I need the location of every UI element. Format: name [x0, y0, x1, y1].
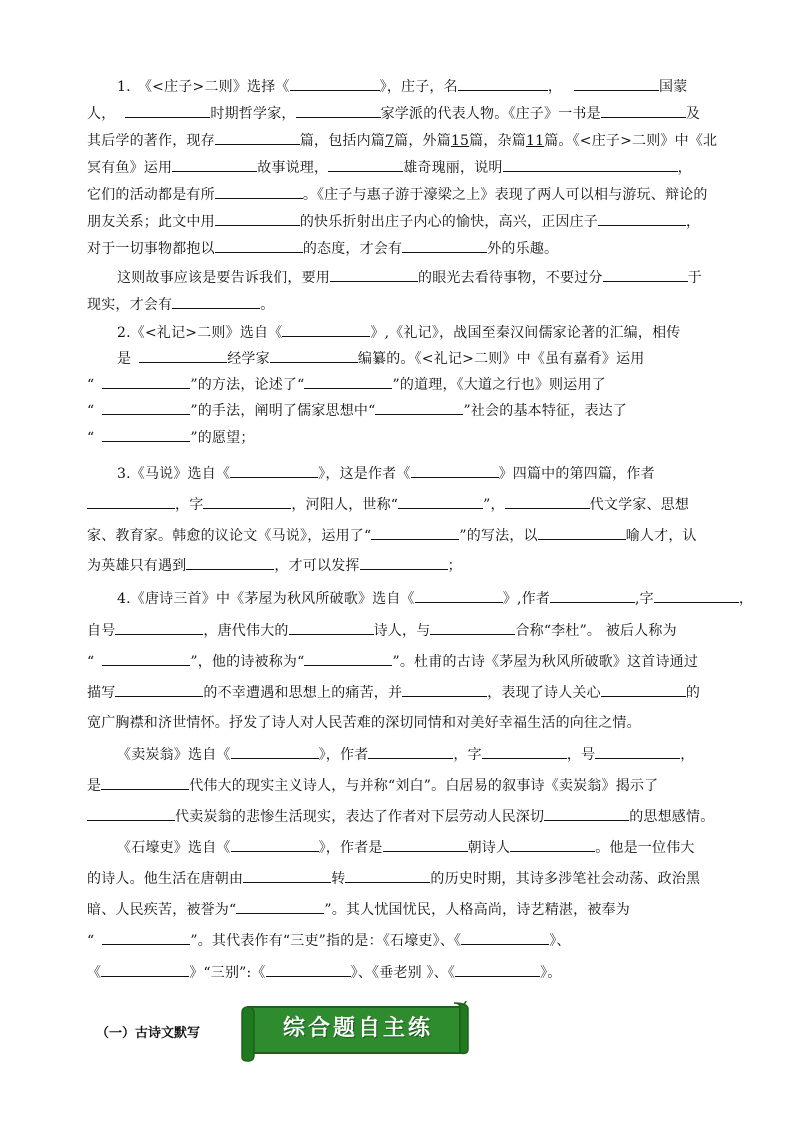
- blank[interactable]: [231, 743, 319, 759]
- blank[interactable]: [102, 373, 190, 389]
- q6-text: 的诗人。他生活在唐朝由: [87, 871, 244, 887]
- blank[interactable]: [595, 743, 680, 759]
- q1-line-3: [87, 129, 718, 153]
- q6-text: 》、: [549, 933, 571, 949]
- blank[interactable]: [510, 836, 595, 852]
- blank[interactable]: [102, 929, 190, 945]
- misc-count: 11: [525, 133, 545, 149]
- blank[interactable]: [289, 619, 374, 635]
- q4-text: ”。杜甫的古诗《茅屋为秋风所破歌》这首诗通过: [392, 654, 699, 670]
- blank[interactable]: [544, 805, 629, 821]
- q2-line-4: [87, 399, 709, 423]
- blank[interactable]: [270, 347, 358, 363]
- q4-text: ”，他的诗被称为“: [190, 654, 305, 670]
- q2-line-5: [87, 426, 709, 450]
- q2-text: 2.《<礼记>二则》选自《: [117, 325, 283, 341]
- blank[interactable]: [411, 462, 499, 478]
- q1-text: 外的乐趣。: [487, 241, 559, 257]
- q4-text: “: [87, 654, 95, 670]
- blank[interactable]: [402, 681, 487, 697]
- blank[interactable]: [383, 836, 468, 852]
- q1-text: 及: [685, 106, 701, 122]
- q3-text: ”的写法，以: [459, 528, 538, 544]
- blank[interactable]: [550, 587, 635, 603]
- q5-text: 代卖炭翁的悲惨生活现实，表达了作者对下层劳动人民深切: [175, 809, 545, 825]
- q5-text: 代伟大的现实主义诗人，与并称“刘白”。白居易的叙事诗《卖炭翁》揭示了: [189, 778, 659, 794]
- q3-line-2: [87, 493, 709, 517]
- blank[interactable]: [236, 898, 324, 914]
- q2-text: “: [87, 403, 95, 419]
- q5-text: 的思想感情。: [629, 809, 715, 825]
- blank[interactable]: [102, 650, 190, 666]
- q4-text: 的不幸遭遇和思想上的痛苦，并: [203, 685, 403, 701]
- q6-text: 转: [331, 871, 346, 887]
- q1-line-1: [117, 75, 709, 99]
- blank[interactable]: [266, 961, 351, 977]
- blank[interactable]: [215, 237, 303, 253]
- q4-text: ,字: [635, 591, 654, 607]
- q1-line-7: [87, 237, 709, 261]
- q5-line-3: [87, 805, 715, 829]
- blank[interactable]: [375, 399, 463, 415]
- q3-text: ”，: [483, 497, 505, 513]
- q3-text: 家、教育家。韩愈的议论文《马说》，运用了“: [87, 528, 372, 544]
- q1-text: 的态度，才会有: [302, 241, 403, 257]
- q1-text: 它们的活动都是有所: [87, 187, 215, 203]
- q3-text: 喻人才，认: [625, 528, 697, 544]
- q3-text: ，河阳人，世称“: [291, 497, 399, 513]
- blank[interactable]: [215, 129, 300, 145]
- q1-line-9: [87, 293, 709, 317]
- q5-text: ，字: [453, 747, 482, 763]
- q1-text: 国蒙: [659, 79, 688, 95]
- blank[interactable]: [603, 266, 688, 282]
- q6-line-4: [87, 929, 709, 953]
- q1-text: 朋友关系；此文中用: [87, 214, 215, 230]
- q1-line-5: [87, 183, 709, 207]
- q4-text: ，表现了诗人关心: [487, 685, 601, 701]
- blank[interactable]: [290, 75, 380, 91]
- blank[interactable]: [455, 961, 540, 977]
- q6-text: 朝诗人: [467, 840, 511, 856]
- q4-text: 4.《唐诗三首》中《茅屋为秋风所破歌》选自《: [117, 591, 415, 607]
- blank[interactable]: [125, 102, 210, 118]
- blank[interactable]: [215, 210, 300, 226]
- q3-text: 为英雄只有遇到: [87, 558, 187, 574]
- q6-text: 的历史时期，其诗多涉笔社会动荡、政治黑: [430, 871, 701, 887]
- q1-text: 故事说理，: [257, 160, 329, 176]
- q5-text: 》，作者: [318, 747, 369, 763]
- inner-count: 7: [385, 133, 395, 149]
- q4-line-5: [87, 712, 709, 736]
- q4-text: 自号: [87, 623, 116, 639]
- q1-text: ，: [686, 214, 701, 230]
- blank[interactable]: [574, 75, 659, 91]
- q3-text: 代文学家、思想: [589, 497, 690, 513]
- blank[interactable]: [402, 237, 487, 253]
- q6-text: 》“三别”:《: [189, 965, 266, 981]
- blank[interactable]: [601, 102, 686, 118]
- q1-text: 篇，外篇: [394, 133, 451, 149]
- blank[interactable]: [215, 183, 303, 199]
- blank[interactable]: [186, 554, 274, 570]
- q4-line-3: [87, 650, 709, 674]
- q3-text: ，才可以发挥: [274, 558, 360, 574]
- q5-line-1: [117, 743, 709, 767]
- q1-text: 雄奇瑰丽，说明: [403, 160, 503, 176]
- q1-text: 冥有鱼》运用: [87, 160, 173, 176]
- blank[interactable]: [230, 462, 318, 478]
- blank[interactable]: [482, 743, 567, 759]
- blank[interactable]: [102, 399, 190, 415]
- blank[interactable]: [203, 493, 291, 509]
- q2-text: 经学家: [227, 351, 270, 367]
- q3-text: ，字: [175, 497, 204, 513]
- q1-text: 篇，包括内篇: [299, 133, 386, 149]
- q2-text: ”的方法，论述了“: [190, 377, 305, 393]
- q4-text: 》,作者: [502, 591, 551, 607]
- q6-text: 。他是一位伟大: [595, 840, 695, 856]
- q3-text: 》，这是作者《: [318, 466, 411, 482]
- q1-text: 时期哲学家，: [210, 106, 296, 122]
- blank[interactable]: [398, 493, 483, 509]
- blank[interactable]: [304, 373, 392, 389]
- q2-text: 》,《礼记》，战国至秦汉间儒家论著的汇编，相传: [370, 325, 681, 341]
- outer-count: 15: [450, 133, 470, 149]
- q1-text: 这则故事应该是要告诉我们，要用: [117, 270, 330, 286]
- q5-line-2: [87, 774, 709, 798]
- q6-text: 《石壕吏》选自《: [117, 840, 231, 856]
- q3-text: ；: [447, 558, 462, 574]
- q6-text: ”。其人忧国忧民，人格高尚，诗艺精湛，被奉为: [324, 902, 630, 918]
- blank[interactable]: [87, 805, 175, 821]
- q6-text: 》、《垂老别 》、《: [350, 965, 456, 981]
- q1-text: 1. 《<庄子>二则》选择《: [117, 79, 290, 95]
- q1-text: 于: [687, 270, 702, 286]
- blank[interactable]: [282, 321, 370, 337]
- blank[interactable]: [172, 293, 260, 309]
- q4-text: 合称“李杜”。 被后人称为: [515, 623, 677, 639]
- blank[interactable]: [415, 587, 503, 603]
- q2-line-1: [117, 321, 709, 345]
- blank[interactable]: [505, 493, 590, 509]
- blank[interactable]: [231, 836, 319, 852]
- q1-line-2: [87, 102, 709, 126]
- q2-text: 编纂的。《<礼记>二则》中《虽有嘉肴》运用: [357, 351, 645, 367]
- q5-text: ，号: [566, 747, 596, 763]
- blank[interactable]: [598, 210, 686, 226]
- blank[interactable]: [503, 156, 678, 172]
- q5-text: 《卖炭翁》选自《: [117, 747, 231, 763]
- q3-text: 3.《马说》选自《: [117, 466, 231, 482]
- q1-text: 其后学的著作，现存: [87, 133, 215, 149]
- blank[interactable]: [115, 619, 203, 635]
- blank[interactable]: [296, 102, 381, 118]
- q1-text: 篇，杂篇: [469, 133, 526, 149]
- q1-line-6: [87, 210, 709, 234]
- q4-text: 描写: [87, 685, 116, 701]
- q2-line-3: [87, 373, 709, 397]
- q6-text: 《: [87, 965, 102, 981]
- q2-line-2: [117, 347, 709, 371]
- q1-line-8: [117, 266, 709, 290]
- q6-text: 暗、人民疾苦，被誉为“: [87, 902, 237, 918]
- q4-text: ，唐代伟大的: [203, 623, 289, 639]
- blank[interactable]: [368, 743, 453, 759]
- q3-line-3: [87, 524, 709, 548]
- q1-text: ，: [677, 160, 692, 176]
- q2-text: ”的道理，《大道之行也》则运用了: [392, 377, 606, 393]
- q3-line-1: [117, 462, 709, 486]
- q1-text: 家学派的代表人物。《庄子》一书是: [380, 106, 601, 122]
- q6-text: 》，作者是: [318, 840, 383, 856]
- q1-line-4: [87, 156, 709, 180]
- q2-text: ”社会的基本特征，表达了: [463, 403, 628, 419]
- q1-text: 对于一切事物都抱以: [87, 241, 215, 257]
- blank[interactable]: [304, 650, 392, 666]
- blank[interactable]: [430, 619, 515, 635]
- q5-text: 是: [87, 778, 102, 794]
- q6-line-2: [87, 867, 709, 891]
- q6-text: 》。: [540, 965, 562, 981]
- q2-text: ”的手法，阐明了儒家思想中“: [190, 403, 376, 419]
- blank[interactable]: [371, 524, 459, 540]
- blank[interactable]: [101, 961, 189, 977]
- blank[interactable]: [328, 156, 403, 172]
- q4-line-1: [117, 587, 754, 611]
- q1-text: 的快乐折射出庄子内心的愉快，高兴，正因庄子: [299, 214, 599, 230]
- q1-text: 。《庄子与惠子游于濠梁之上》表现了两人可以相与游玩、辩论的: [302, 187, 708, 203]
- blank[interactable]: [87, 493, 175, 509]
- q4-text: 宽广胸襟和济世情怀。抒发了诗人对人民苦难的深切同情和对美好幸福生活的向往之情。: [87, 715, 641, 731]
- blank[interactable]: [345, 867, 430, 883]
- blank[interactable]: [654, 587, 739, 603]
- q5-text: ，: [680, 747, 695, 763]
- q4-text: 的: [685, 685, 701, 701]
- blank[interactable]: [102, 426, 190, 442]
- q6-line-3: [87, 898, 709, 922]
- q6-line-5: [87, 961, 709, 985]
- blank[interactable]: [243, 867, 331, 883]
- q6-line-1: [117, 836, 709, 860]
- blank[interactable]: [115, 681, 203, 697]
- banner-title: 综合题自主练: [282, 1016, 433, 1041]
- q4-text: 诗人，与: [373, 623, 431, 639]
- q2-text: “: [87, 430, 95, 446]
- blank[interactable]: [538, 524, 626, 540]
- q2-text: 是: [117, 351, 132, 367]
- q1-text: ，: [547, 79, 563, 95]
- blank[interactable]: [458, 75, 548, 91]
- q4-line-4: [87, 681, 709, 705]
- q6-text: ”。其代表作有“三吏”指的是：《石壕吏》、《: [190, 933, 462, 949]
- q1-text: 的眼光去看待事物，不要过分: [418, 270, 603, 286]
- q2-text: ”的愿望；: [190, 430, 255, 446]
- q1-text: 篇。《<庄子>二则》中《北: [544, 133, 718, 149]
- q3-line-4: [87, 554, 709, 578]
- section-heading: （一）古诗文默写: [96, 1026, 201, 1041]
- q4-text: ，: [738, 591, 754, 607]
- q4-line-2: [87, 619, 709, 643]
- q1-text: 人，: [87, 106, 116, 122]
- blank[interactable]: [101, 774, 189, 790]
- blank[interactable]: [139, 347, 227, 363]
- q1-text: 现实，才会有: [87, 297, 173, 313]
- blank[interactable]: [461, 929, 549, 945]
- q2-text: “: [87, 377, 95, 393]
- blank[interactable]: [172, 156, 257, 172]
- blank[interactable]: [360, 554, 448, 570]
- blank[interactable]: [601, 681, 686, 697]
- blank[interactable]: [330, 266, 418, 282]
- q6-text: “: [87, 933, 95, 949]
- q1-text: 》，庄子，名: [379, 79, 458, 95]
- q1-text: 。: [260, 297, 275, 313]
- q3-text: 》四篇中的第四篇，作者: [498, 466, 655, 482]
